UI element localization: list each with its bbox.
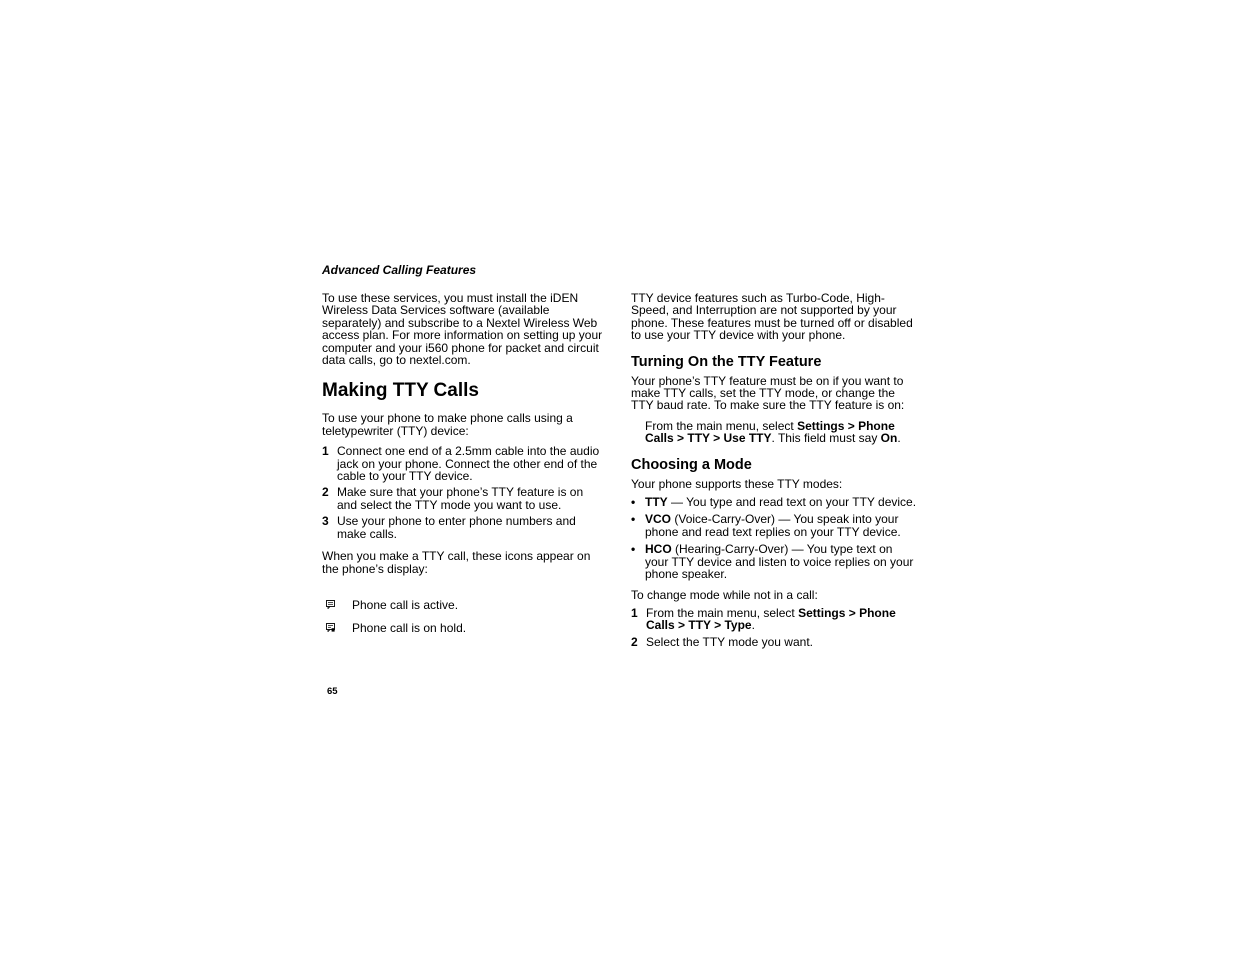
mode-name: HCO xyxy=(645,542,672,557)
right-column xyxy=(631,292,917,652)
step-text: Select the TTY mode you want. xyxy=(646,634,813,649)
turning-on-instruction: From the main menu, select Settings > Phone Calls > TTY > Use TTY. This field must say On. xyxy=(645,418,901,446)
menu-path: Settings > Phone Calls > TTY > Type xyxy=(646,605,896,633)
step-text: Connect one end of a 2.5mm cable into the audio jack on your phone. Connect the other end of the cable to your TTY device. xyxy=(337,444,600,484)
running-header: Advanced Calling Features xyxy=(322,263,477,277)
step-number: 2 xyxy=(322,485,329,500)
step-text: Make sure that your phone’s TTY feature is on and select the TTY mode you want to use. xyxy=(337,485,584,512)
step-number: 2 xyxy=(631,634,638,649)
step-number: 3 xyxy=(322,514,329,529)
step-2 xyxy=(322,486,605,511)
icon-row-hold xyxy=(322,622,605,634)
step-text: Use your phone to enter phone numbers and make calls. xyxy=(337,514,576,541)
tty-calls-lead: To use your phone to make phone calls using a teletypewriter (TTY) device: xyxy=(322,411,573,438)
icon-description: Phone call is on hold. xyxy=(352,621,467,636)
required-value: On xyxy=(880,431,898,446)
making-tty-calls-heading: Making TTY Calls xyxy=(322,380,479,402)
icons-lead: When you make a TTY call, these icons appear on the phone’s display: xyxy=(322,549,591,576)
data-services-paragraph: To use these services, you must install the iDEN Wireless Data Services software (available separately) and subscribe to a Nextel Wireless Web access plan. For more information on setting up your computer and your i560 phone for packet and circuit data calls, go to nextel.com. xyxy=(322,291,603,368)
icon-description: Phone call is active. xyxy=(352,597,459,612)
mode-tty: • TTY — You type and read text on your TTY device. xyxy=(631,495,917,510)
icon-row-active xyxy=(322,599,605,611)
change-mode-lead: To change mode while not in a call: xyxy=(631,587,818,602)
left-column xyxy=(322,292,605,646)
step-number: 1 xyxy=(631,605,638,620)
modes-lead: Your phone supports these TTY modes: xyxy=(631,476,843,491)
step-1 xyxy=(322,445,605,482)
change-step-2 xyxy=(631,636,917,648)
page-number: 65 xyxy=(327,686,338,697)
mode-description: (Voice-Carry-Over) — You speak into your phone and read text replies on your TTY device. xyxy=(645,512,901,539)
tty-features-paragraph: TTY device features such as Turbo-Code, High-Speed, and Interruption are not supported by your phone. These features must be turned off or disabled to use your TTY device with your phone. xyxy=(631,291,913,343)
menu-path: Settings > Phone Calls > TTY > Use TTY xyxy=(645,418,895,446)
mode-vco: • VCO (Voice-Carry-Over) — You speak into your phone and read text replies on your TTY device. xyxy=(631,512,901,539)
mode-description: — You type and read text on your TTY device. xyxy=(667,495,917,510)
mode-hco: • HCO (Hearing-Carry-Over) — You type text on your TTY device and listen to voice replies on your phone speaker. xyxy=(631,542,914,582)
turning-on-body: Your phone’s TTY feature must be on if you want to make TTY calls, set the TTY mode, or change the TTY baud rate. To make sure the TTY feature is on: xyxy=(631,373,905,413)
step-3 xyxy=(322,515,605,540)
change-step-1: 1 From the main menu, select Settings > Phone Calls > TTY > Type. xyxy=(631,605,896,633)
mode-name: TTY xyxy=(645,495,668,510)
tty-call-hold-icon xyxy=(326,623,335,632)
choosing-mode-heading: Choosing a Mode xyxy=(631,456,752,473)
mode-name: VCO xyxy=(645,512,672,527)
mode-description: (Hearing-Carry-Over) — You type text on your TTY device and listen to voice replies on your phone speaker. xyxy=(645,542,914,582)
tty-call-active-icon xyxy=(326,600,335,609)
turning-on-tty-heading: Turning On the TTY Feature xyxy=(631,353,822,370)
step-number: 1 xyxy=(322,444,329,459)
